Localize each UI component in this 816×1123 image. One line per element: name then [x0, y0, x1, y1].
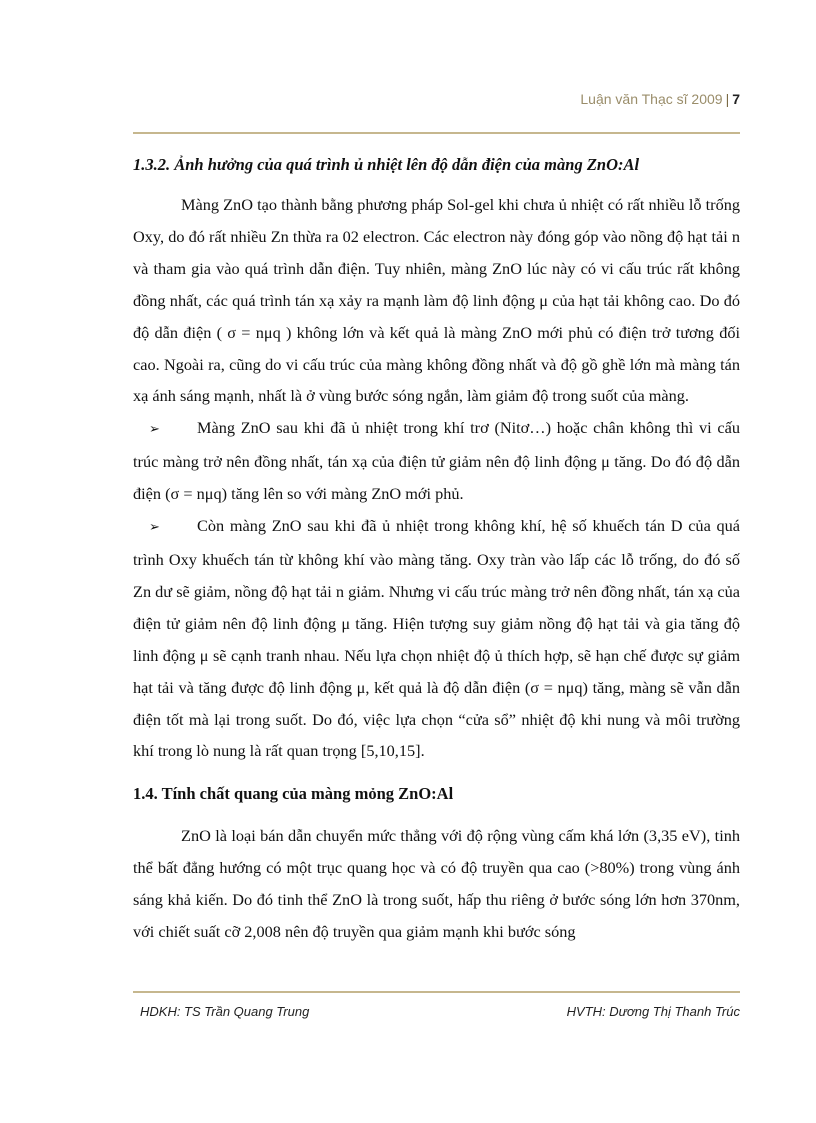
bullet-text: Còn màng ZnO sau khi đã ủ nhiệt trong không khí, hệ số khuếch tán D của quá trình Oxy khuếch tán từ không khí vào màng tăng. Oxy tràn vào lấp các lỗ trống, do đó số Zn dư sẽ giảm, nồng độ hạt tải n giảm. Nhưng vi cấu trúc màng trở nên đồng nhất, tán xạ của điện tử giảm nên độ linh động μ tăng. Hiện tượng suy giảm nồng độ hạt tải và gia tăng độ linh động μ sẽ cạnh tranh nhau. Nếu lựa chọn nhiệt độ ủ thích hợp, sẽ hạn chế được sự giảm hạt tải và tăng được độ linh động μ, kết quả là độ dẫn điện (σ = nμq) tăng, màng sẽ vẫn dẫn điện tốt mà lại trong suốt. Do đó, việc lựa chọn “cửa sổ” nhiệt độ khi nung và môi trường khí trong lò nung là rất quan trọng [5,10,15].	[133, 516, 740, 761]
page-body	[133, 150, 740, 948]
body-paragraph: ZnO là loại bán dẫn chuyển mức thẳng với độ rộng vùng cấm khá lớn (3,35 eV), tinh thể bất đẳng hướng có một trục quang học và có độ truyền qua cao (>80%) trong vùng ánh sáng khả kiến. Do đó tinh thể ZnO là trong suốt, hấp thu riêng ở bước sóng lớn hơn 370nm, với chiết suất cỡ 2,008 nên độ truyền qua giảm mạnh khi bước sóng	[133, 826, 740, 942]
header-rule	[133, 132, 740, 134]
arrow-bullet-icon: ➢	[149, 422, 160, 438]
section-heading-1-3-2: 1.3.2. Ảnh hưởng của quá trình ủ nhiệt lên độ dẫn điện của màng ZnO:Al	[133, 155, 640, 174]
body-paragraph: Màng ZnO tạo thành bằng phương pháp Sol-gel khi chưa ủ nhiệt có rất nhiều lỗ trống Oxy, do đó rất nhiều Zn thừa ra 02 electron. Các electron này đóng góp vào nồng độ hạt tải n và tham gia vào quá trình dẫn điện. Tuy nhiên, màng ZnO lúc này có vi cấu trúc rất không đồng nhất, các quá trình tán xạ xảy ra mạnh làm độ linh động μ của hạt tải không cao. Do đó độ dẫn điện ( σ = nμq ) không lớn và kết quả là màng ZnO mới phủ có điện trở tương đối cao. Ngoài ra, cũng do vi cấu trúc của màng không đồng nhất và độ gồ ghề lớn mà màng tán xạ ánh sáng mạnh, nhất là ở vùng bước sóng ngắn, làm giảm độ trong suốt của màng.	[133, 195, 740, 406]
section-heading-1-4: 1.4. Tính chất quang của màng mỏng ZnO:Al	[133, 784, 454, 804]
bullet-paragraph	[133, 412, 740, 510]
bullet-text: Màng ZnO sau khi đã ủ nhiệt trong khí trơ (Nitơ…) hoặc chân không thì vi cấu trúc màng trở nên đồng nhất, tán xạ của điện tử giảm nên độ linh động μ tăng. Do đó độ dẫn điện (σ = nμq) tăng lên so với màng ZnO mới phủ.	[133, 418, 740, 504]
header-separator: |	[725, 91, 730, 107]
page-number: 7	[732, 91, 740, 107]
arrow-bullet-icon: ➢	[149, 520, 160, 536]
bullet-paragraph	[133, 510, 740, 767]
running-header	[580, 91, 740, 107]
footer-student: HVTH: Dương Thị Thanh Trúc	[566, 1004, 740, 1019]
footer-rule	[133, 991, 740, 993]
footer-advisor: HDKH: TS Trần Quang Trung	[140, 1004, 310, 1019]
header-title: Luận văn Thạc sĩ 2009	[580, 91, 723, 107]
